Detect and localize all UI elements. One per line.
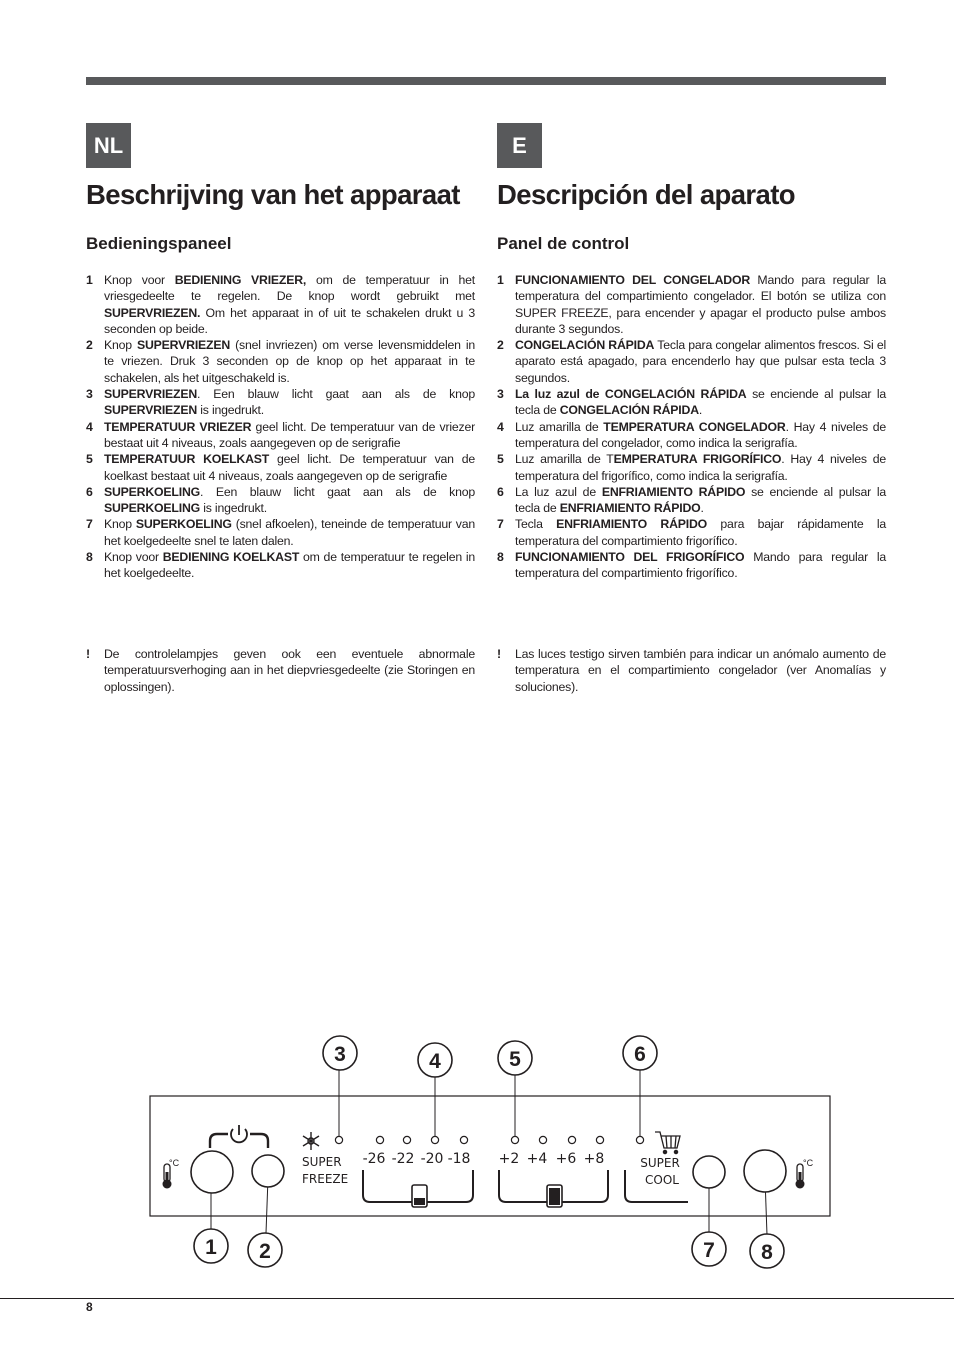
subsection-title-es: Panel de control [497,234,630,253]
header-bar [86,77,886,85]
super-cool-led [636,1136,643,1143]
list-item: 7 Tecla ENFRIAMIENTO RÁPIDO para bajar rápidamente la temperatura del compartimiento frigorífico. [497,517,886,548]
list-item: 6 La luz azul de ENFRIAMIENTO RÁPIDO se enciende al pulsar la tecla de ENFRIAMIENTO RÁPIDO. [497,484,886,516]
fridge-temp-label: +2 [498,1151,520,1167]
freezer-compartment-icon [412,1185,427,1207]
list-item: 2 CONGELACIÓN RÁPIDA Tecla para congelar alimentos frescos. Si el aparato está apagado, para encenderlo hay que pulsar esta tecla 3 segundos. [497,338,886,385]
list-item: 5 TEMPERATUUR KOELKAST geel licht. De temperatuur van de koelkast bestaat uit 4 niveaus, zoals aangegeven op de serigrafie [86,452,475,483]
super-cool-button[interactable] [693,1156,725,1188]
svg-text:COOL: COOL [645,1173,679,1187]
freezer-temp-led [460,1136,467,1143]
list-item: 1 FUNCIONAMIENTO DEL CONGELADOR Mando para regular la temperatura del compartimiento congelador. El botón se utiliza con SUPER FREEZE, para encender y apagar el producto pulse ambos durante 3 segundos. [497,273,886,336]
item-list-es [497,272,886,582]
footer-rule [0,1298,954,1299]
callout-5: 5 [509,1048,521,1071]
list-item: 3 SUPERVRIEZEN. Een blauw licht gaat aan als de knop SUPERVRIEZEN is ingedrukt. [86,387,475,418]
freezer-control-knob[interactable] [191,1151,233,1193]
item-list-nl [86,272,475,582]
exclamation-icon: ! [497,647,501,661]
callout-7: 7 [703,1239,715,1262]
fridge-temp-led [511,1136,518,1143]
column-spanish [497,123,886,582]
list-item: 8 Knop voor BEDIENING KOELKAST om de temperatuur te regelen in het koelgedeelte. [86,550,475,581]
list-item: 4 Luz amarilla de TEMPERATURA CONGELADOR. Hay 4 niveles de temperatura del congelador, como indica la serigrafía. [497,419,886,450]
callout-3: 3 [334,1043,346,1066]
list-item: 4 TEMPERATUUR VRIEZER geel licht. De temperatuur van de vriezer bestaat uit 4 niveaus, zoals aangegeven op de serigrafie [86,419,475,450]
page-number: 8 [86,1300,93,1314]
fridge-temp-led [539,1136,546,1143]
freezer-temp-label: -26 [362,1151,386,1167]
warning-note-es: ! Las luces testigo sirven también para indicar un anómalo aumento de temperatura en el compartimiento congelador (ver Anomalías y soluciones). [497,647,886,694]
callout-4: 4 [429,1050,441,1073]
section-title-nl: Beschrijving van het apparaat [86,179,460,210]
fridge-temp-label: +4 [526,1151,548,1167]
warning-note-nl: ! De controlelampjes geven ook een eventuele abnormale temperatuursverhoging aan in het diepvriesgedeelte (zie Storingen en oplossingen). [86,647,475,694]
callout-6: 6 [634,1043,646,1066]
super-freeze-label: SUPER [302,1155,342,1169]
super-freeze-led [335,1136,342,1143]
section-title-es: Descripción del aparato [497,179,795,210]
list-item: 2 Knop SUPERVRIEZEN (snel invriezen) om verse levensmiddelen in te vriezen. Druk 3 seconden op de knop op het apparaat in te schakelen, als het uitgeschakeld is. [86,338,475,385]
list-item: 5 Luz amarilla de TEMPERATURA FRIGORÍFICO. Hay 4 niveles de temperatura del frigorífico, como indica la serigrafía. [497,452,886,483]
super-cool-label: SUPER [640,1156,680,1170]
fridge-temp-led [596,1136,603,1143]
freezer-temp-label: -20 [420,1151,444,1167]
freezer-temp-label: -22 [391,1151,415,1167]
fridge-compartment-icon [547,1185,562,1207]
list-item: 7 Knop SUPERKOELING (snel afkoelen), teneinde de temperatuur van het koelgedeelte snel te laten dalen. [86,517,475,548]
celsius-label-right: °C [803,1158,814,1168]
subsection-title-nl: Bedieningspaneel [86,234,232,253]
callout-1: 1 [205,1236,217,1259]
list-item: 1 Knop voor BEDIENING VRIEZER, om de temperatuur in het vriesgedeelte te regelen. De knop wordt gebruikt met SUPERVRIEZEN. Om het apparaat in of uit te schakelen drukt u 3 seconden op beide. [86,273,475,336]
list-item: 3 La luz azul de CONGELACIÓN RÁPIDA se enciende al pulsar la tecla de CONGELACIÓN RÁPIDA. [497,387,887,418]
celsius-label-left: °C [169,1158,180,1168]
control-panel-diagram [0,1030,954,1275]
fridge-temp-label: +6 [555,1151,577,1167]
freezer-temp-label: -18 [447,1151,471,1167]
fridge-temp-label: +8 [583,1151,605,1167]
fridge-control-knob[interactable] [744,1150,786,1192]
freezer-temp-led [431,1136,438,1143]
panel-frame [150,1096,830,1216]
language-badge-es: E [497,123,542,168]
freezer-temp-led [403,1136,410,1143]
super-freeze-button[interactable] [252,1155,284,1187]
freezer-temp-led [376,1136,383,1143]
svg-text:FREEZE: FREEZE [302,1172,349,1186]
column-dutch [86,123,475,582]
language-badge-nl: NL [86,123,131,168]
fridge-temp-led [568,1136,575,1143]
list-item: 8 FUNCIONAMIENTO DEL FRIGORÍFICO Mando para regular la temperatura del compartimiento frigorífico. [497,550,887,581]
exclamation-icon: ! [86,647,90,661]
list-item: 6 SUPERKOELING. Een blauw licht gaat aan als de knop SUPERKOELING is ingedrukt. [86,484,475,516]
callout-2: 2 [259,1240,271,1263]
callout-8: 8 [761,1241,773,1264]
